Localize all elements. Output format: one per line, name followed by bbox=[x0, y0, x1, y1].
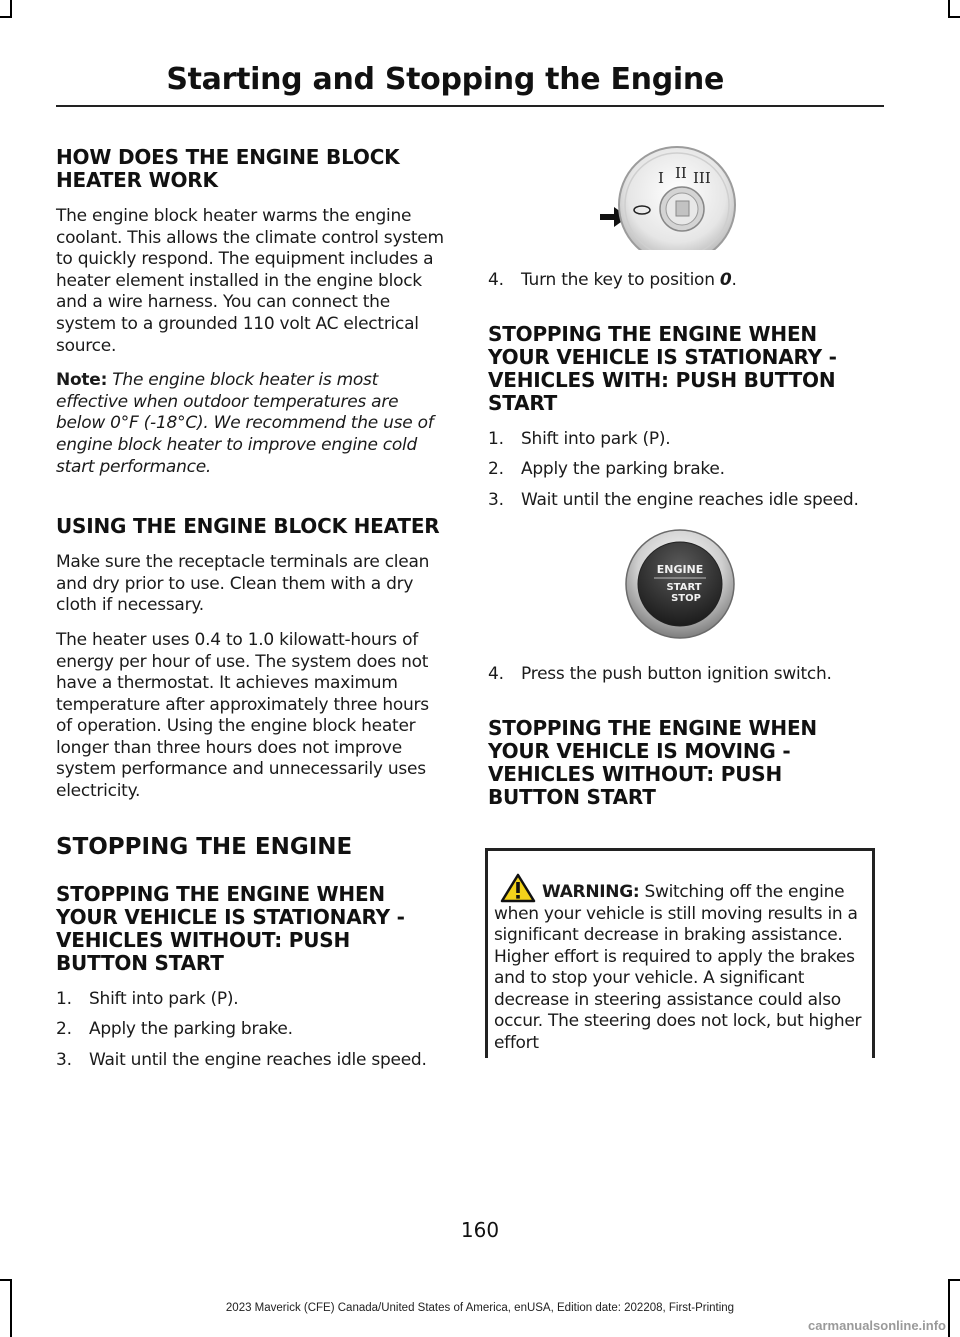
step-list bbox=[488, 429, 880, 512]
section-heading-using-block-heater: USING THE ENGINE BLOCK HEATER bbox=[56, 514, 440, 539]
svg-text:START: START bbox=[666, 582, 702, 594]
step-list bbox=[488, 270, 880, 292]
paragraph: The engine block heater warms the engine coolant. This allows the climate control system to quickly respond. The equipment includes a heater element installed in the engine block and a wire harness. You can connect the system to a grounded 110 volt AC electrical source. bbox=[56, 206, 444, 356]
list-item: 2. Apply the parking brake. bbox=[488, 459, 725, 480]
svg-text:I: I bbox=[658, 169, 664, 187]
section-heading-stationary-without-push: STOPPING THE ENGINE WHEN YOUR VEHICLE IS STATIONARY - VEHICLES WITHOUT: PUSH BUTTON START bbox=[56, 881, 405, 975]
crop-mark bbox=[948, 1279, 960, 1281]
warning-paragraph bbox=[494, 873, 866, 1054]
right-column bbox=[488, 146, 880, 823]
chapter-heading: STOPPING THE ENGINE bbox=[56, 833, 353, 860]
step-list bbox=[488, 664, 880, 686]
page-header-title: Starting and Stopping the Engine bbox=[166, 62, 724, 97]
note-label: Note: bbox=[56, 370, 108, 391]
header-rule bbox=[56, 105, 884, 107]
warning-icon bbox=[500, 873, 536, 903]
warning-box bbox=[485, 848, 875, 1058]
crop-mark bbox=[0, 1279, 12, 1281]
footer-edition: 2023 Maverick (CFE) Canada/United States of America, enUSA, Edition date: 202208, First-Printing bbox=[225, 1302, 735, 1314]
list-item: 3. Wait until the engine reaches idle speed. bbox=[56, 1049, 427, 1070]
page-number: 160 bbox=[460, 1218, 500, 1242]
svg-text:STOP: STOP bbox=[671, 593, 701, 605]
svg-text:ENGINE: ENGINE bbox=[656, 563, 704, 577]
paragraph: Make sure the receptacle terminals are clean and dry prior to use. Clean them with a dry cloth if necessary. bbox=[56, 552, 430, 616]
list-item: 1. Shift into park (P). bbox=[488, 428, 671, 449]
note-paragraph bbox=[56, 370, 448, 478]
list-item: 4. Turn the key to position 0. bbox=[488, 270, 737, 290]
watermark: carmanualsonline.info bbox=[808, 1318, 946, 1333]
step-list bbox=[56, 989, 448, 1072]
crop-mark bbox=[948, 16, 960, 18]
list-item: 3. Wait until the engine reaches idle speed. bbox=[488, 489, 859, 510]
section-heading-stationary-with-push: STOPPING THE ENGINE WHEN YOUR VEHICLE IS STATIONARY - VEHICLES WITH: PUSH BUTTON START bbox=[488, 321, 837, 415]
push-button-start-figure bbox=[624, 528, 736, 640]
left-column bbox=[56, 146, 448, 1080]
svg-text:II: II bbox=[675, 164, 687, 182]
list-item: 1. Shift into park (P). bbox=[56, 988, 239, 1009]
svg-text:III: III bbox=[693, 169, 711, 187]
crop-mark bbox=[0, 16, 12, 18]
warning-label: WARNING: bbox=[542, 882, 640, 902]
warning-text: Switching off the engine when your vehicle is still moving results in a significant decrease in braking assistance. Higher effort is required to apply the brakes and to stop your vehicle. A significant decrease in steering assistance could also occur. The steering does not lock, but higher effort bbox=[494, 882, 862, 1053]
note-text: The engine block heater is most effective when outdoor temperatures are below 0°F (-18°C). We recommend the use of engine block heater to improve engine cold start performance. bbox=[56, 370, 434, 477]
section-heading-moving-without-push: STOPPING THE ENGINE WHEN YOUR VEHICLE IS MOVING - VEHICLES WITHOUT: PUSH BUTTON START bbox=[488, 715, 817, 809]
ignition-key-cylinder-figure bbox=[584, 138, 744, 250]
list-item: 2. Apply the parking brake. bbox=[56, 1019, 293, 1040]
section-heading-block-heater-work: HOW DOES THE ENGINE BLOCK HEATER WORK bbox=[56, 145, 400, 192]
paragraph: The heater uses 0.4 to 1.0 kilowatt-hours of energy per hour of use. The system does not have a thermostat. It achieves maximum temperature after approximately three hours of operation. Using the engine block heater longer than three hours does not improve system performance and unnecessarily uses electricity. bbox=[56, 629, 429, 802]
list-item: 4. Press the push button ignition switch. bbox=[488, 664, 832, 685]
